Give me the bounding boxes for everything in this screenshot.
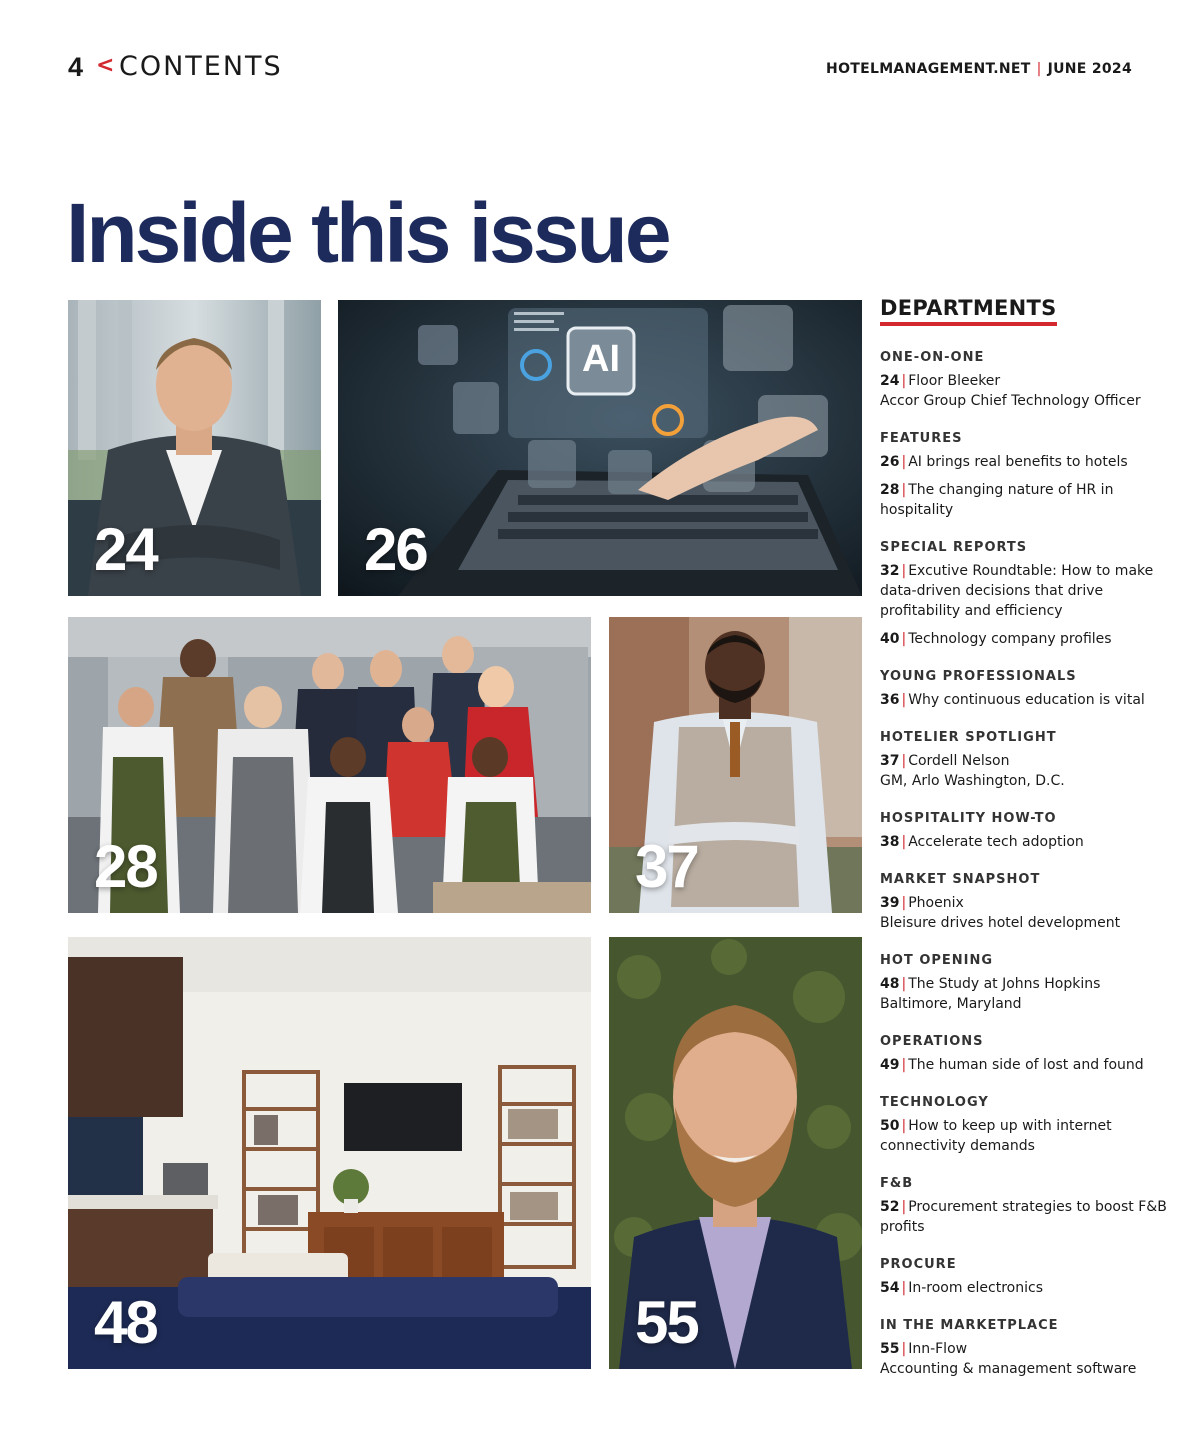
dept-section xyxy=(880,811,1170,852)
ai-label: AI xyxy=(582,338,620,380)
separator: | xyxy=(901,1280,907,1296)
dept-section xyxy=(880,350,1170,411)
dept-item[interactable] xyxy=(880,1055,1170,1075)
chevron-left-icon: < xyxy=(96,53,115,78)
dept-item-title: In-room electronics xyxy=(908,1280,1043,1296)
dept-page: 48 xyxy=(880,976,900,992)
dept-item-title: The changing nature of HR in hospitality xyxy=(880,482,1114,518)
dept-page: 37 xyxy=(880,753,900,769)
dept-category: ONE-ON-ONE xyxy=(880,350,985,365)
dept-page: 28 xyxy=(880,482,900,498)
departments-heading: DEPARTMENTS xyxy=(880,296,1057,326)
separator: | xyxy=(901,692,907,708)
departments-panel xyxy=(880,296,1170,1379)
separator: | xyxy=(901,631,907,647)
page-number-badge: 48 xyxy=(94,1289,157,1356)
dept-section xyxy=(880,431,1170,520)
dept-item-title: Technology company profiles xyxy=(908,631,1112,647)
dept-category: SPECIAL REPORTS xyxy=(880,540,1028,555)
dept-category: HOSPITALITY HOW-TO xyxy=(880,811,1057,826)
dept-page: 40 xyxy=(880,631,900,647)
dept-item[interactable] xyxy=(880,561,1170,621)
dept-item-subtitle: Baltimore, Maryland xyxy=(880,996,1022,1012)
dept-item[interactable] xyxy=(880,832,1170,852)
dept-item[interactable] xyxy=(880,1278,1170,1298)
dept-page: 26 xyxy=(880,454,900,470)
dept-category: IN THE MARKETPLACE xyxy=(880,1318,1059,1333)
separator: | xyxy=(901,1199,907,1215)
separator: | xyxy=(901,482,907,498)
dept-page: 54 xyxy=(880,1280,900,1296)
dept-section xyxy=(880,1257,1170,1298)
dept-item[interactable] xyxy=(880,1339,1170,1379)
dept-category: HOT OPENING xyxy=(880,953,994,968)
separator: | xyxy=(901,1118,907,1134)
separator: | xyxy=(901,753,907,769)
photo-37-hotelier-portrait[interactable] xyxy=(609,617,862,913)
dept-item-title: Inn-Flow xyxy=(908,1341,968,1357)
dept-item-title: Floor Bleeker xyxy=(908,373,1001,389)
dept-section xyxy=(880,1176,1170,1237)
dept-item-title: How to keep up with internet connectivity demands xyxy=(880,1118,1112,1154)
photo-24-executive-portrait[interactable] xyxy=(68,300,321,596)
dept-item-title: The human side of lost and found xyxy=(908,1057,1144,1073)
dept-item[interactable] xyxy=(880,1116,1170,1156)
dept-item[interactable] xyxy=(880,690,1170,710)
dept-item[interactable] xyxy=(880,629,1170,649)
dept-page: 49 xyxy=(880,1057,900,1073)
dept-page: 50 xyxy=(880,1118,900,1134)
separator: | xyxy=(1036,61,1042,77)
dept-item[interactable] xyxy=(880,751,1170,791)
dept-category: MARKET SNAPSHOT xyxy=(880,872,1041,887)
dept-category: YOUNG PROFESSIONALS xyxy=(880,669,1077,684)
separator: | xyxy=(901,976,907,992)
dept-page: 55 xyxy=(880,1341,900,1357)
dept-section xyxy=(880,1095,1170,1156)
issue-date: JUNE 2024 xyxy=(1047,61,1132,77)
page-number-badge: 37 xyxy=(635,833,698,900)
dept-item-subtitle: Accounting & management software xyxy=(880,1361,1137,1377)
dept-item-title: AI brings real benefits to hotels xyxy=(908,454,1128,470)
page-number-badge: 24 xyxy=(94,516,157,583)
dept-page: 24 xyxy=(880,373,900,389)
dept-item-subtitle: GM, Arlo Washington, D.C. xyxy=(880,773,1065,789)
dept-category: PROCURE xyxy=(880,1257,957,1272)
separator: | xyxy=(901,895,907,911)
dept-page: 52 xyxy=(880,1199,900,1215)
dept-category: FEATURES xyxy=(880,431,963,446)
dept-section xyxy=(880,1034,1170,1075)
dept-item-title: The Study at Johns Hopkins xyxy=(908,976,1101,992)
page-number-badge: 55 xyxy=(635,1289,698,1356)
dept-category: OPERATIONS xyxy=(880,1034,984,1049)
page-number: 4 xyxy=(68,52,84,82)
photo-55-executive-portrait[interactable] xyxy=(609,937,862,1369)
dept-item-subtitle: Accor Group Chief Technology Officer xyxy=(880,393,1141,409)
separator: | xyxy=(901,563,907,579)
dept-section xyxy=(880,669,1170,710)
dept-item[interactable] xyxy=(880,371,1170,411)
dept-section xyxy=(880,540,1170,649)
photo-48-hotel-living-room[interactable] xyxy=(68,937,591,1369)
dept-page: 38 xyxy=(880,834,900,850)
site-name: HOTELMANAGEMENT.NET xyxy=(826,61,1031,77)
dept-page: 32 xyxy=(880,563,900,579)
dept-section xyxy=(880,1318,1170,1379)
dept-item[interactable] xyxy=(880,480,1170,520)
dept-item[interactable] xyxy=(880,1197,1170,1237)
dept-page: 36 xyxy=(880,692,900,708)
dept-item-title: Excutive Roundtable: How to make data-driven decisions that drive profitability and efficiency xyxy=(880,563,1154,619)
dept-item-title: Procurement strategies to boost F&B profits xyxy=(880,1199,1167,1235)
dept-item[interactable] xyxy=(880,974,1170,1014)
dept-item[interactable] xyxy=(880,452,1170,472)
section-label: CONTENTS xyxy=(119,51,283,82)
dept-page: 39 xyxy=(880,895,900,911)
page-number-badge: 28 xyxy=(94,833,157,900)
dept-item-title: Cordell Nelson xyxy=(908,753,1010,769)
dept-section xyxy=(880,953,1170,1014)
dept-item-title: Accelerate tech adoption xyxy=(908,834,1084,850)
separator: | xyxy=(901,1341,907,1357)
page-title: Inside this issue xyxy=(66,186,669,280)
masthead xyxy=(826,61,1132,77)
photo-26-ai-laptop[interactable] xyxy=(338,300,862,596)
dept-section xyxy=(880,872,1170,933)
dept-category: TECHNOLOGY xyxy=(880,1095,989,1110)
dept-section xyxy=(880,730,1170,791)
separator: | xyxy=(901,1057,907,1073)
separator: | xyxy=(901,373,907,389)
dept-category: F&B xyxy=(880,1176,914,1191)
dept-item-title: Phoenix xyxy=(908,895,964,911)
dept-item[interactable] xyxy=(880,893,1170,933)
dept-category: HOTELIER SPOTLIGHT xyxy=(880,730,1057,745)
separator: | xyxy=(901,454,907,470)
dept-item-subtitle: Bleisure drives hotel development xyxy=(880,915,1121,931)
dept-item-title: Why continuous education is vital xyxy=(908,692,1145,708)
page-number-badge: 26 xyxy=(364,516,427,583)
separator: | xyxy=(901,834,907,850)
photo-28-kitchen-team[interactable] xyxy=(68,617,591,913)
